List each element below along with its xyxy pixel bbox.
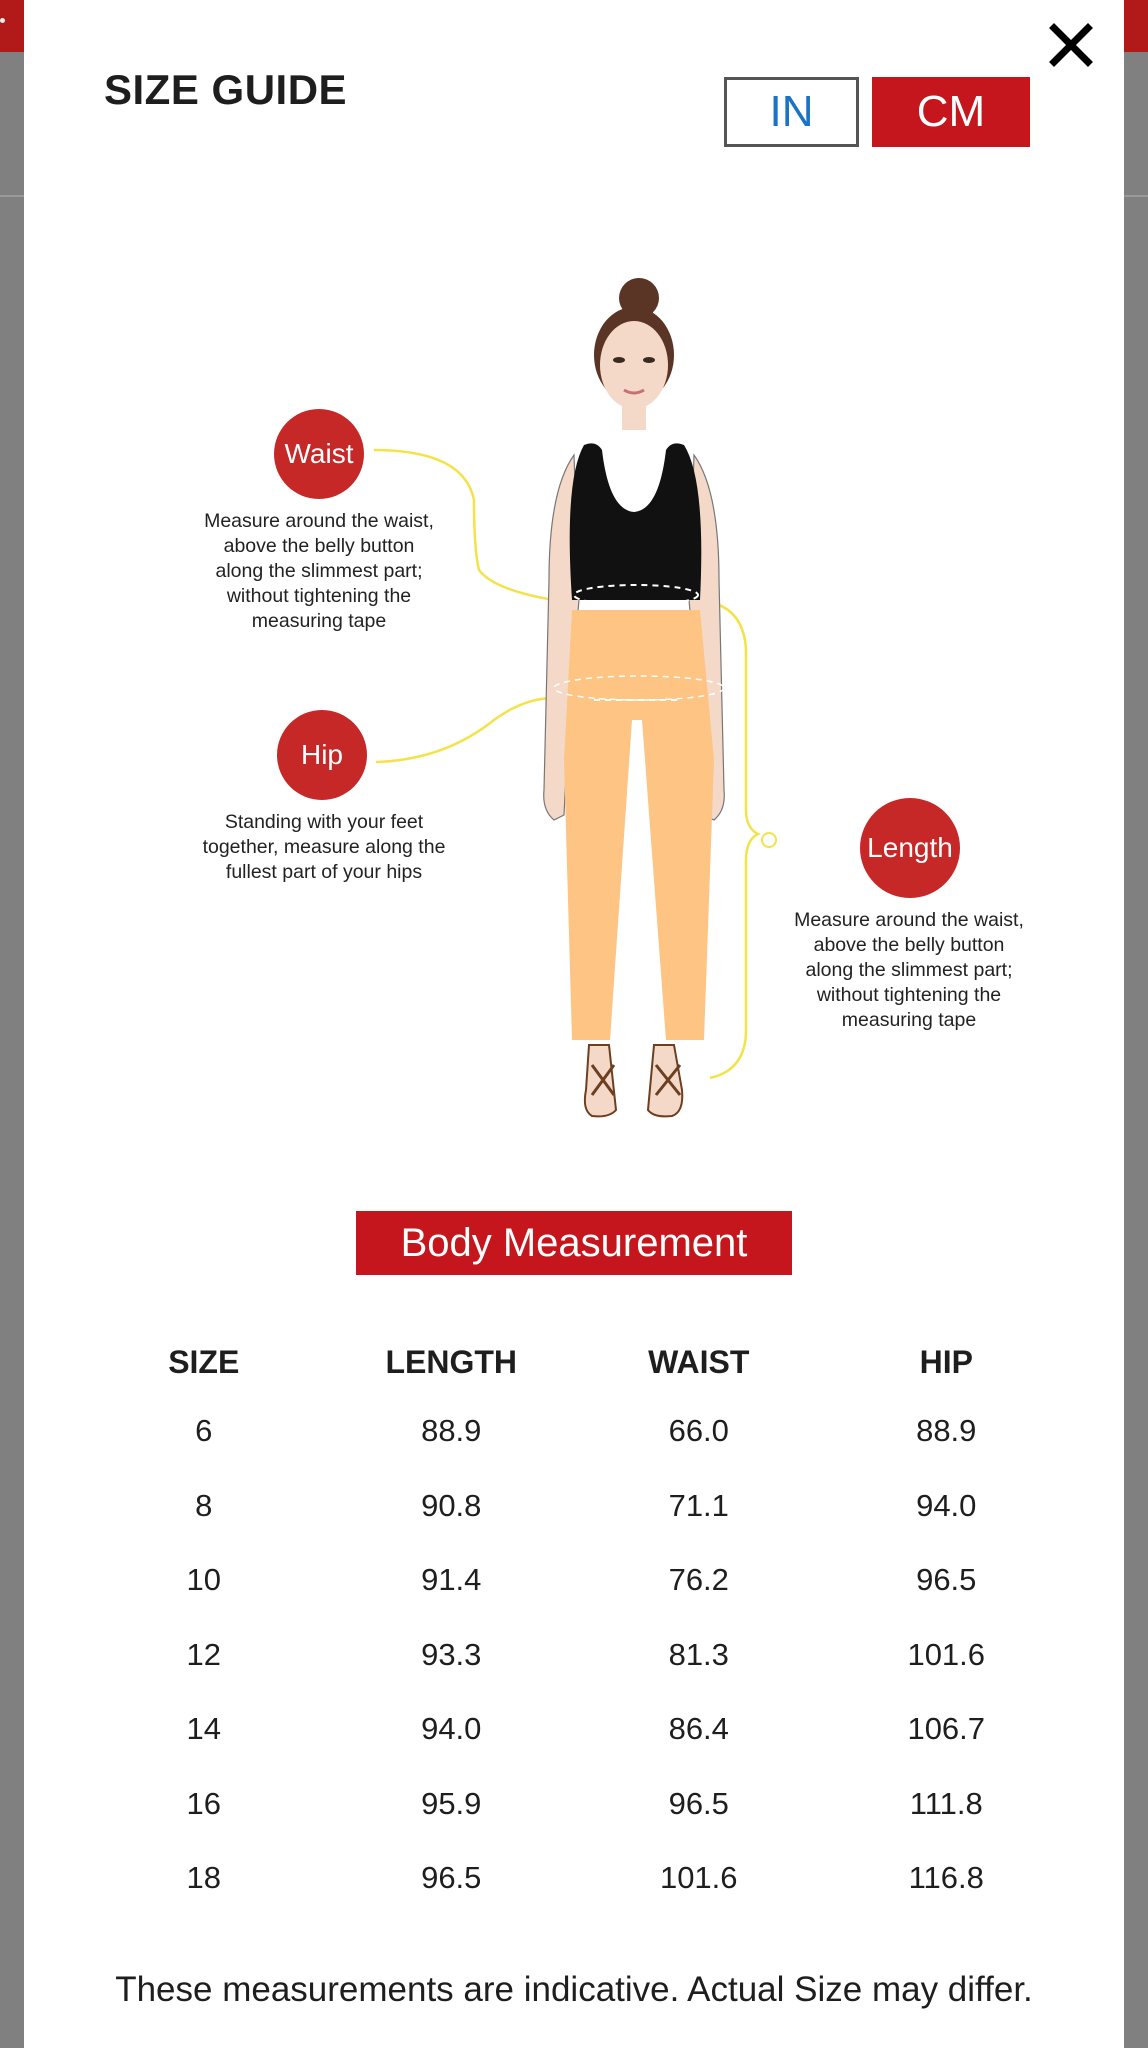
- header-dot: [0, 18, 5, 23]
- table-row: [80, 1618, 1070, 1693]
- close-icon[interactable]: [1044, 18, 1098, 72]
- hip-description: Standing with your feet together, measure along the fullest part of your hips: [202, 811, 446, 883]
- table-row: [80, 1692, 1070, 1767]
- size-cell: 18: [186, 1860, 221, 1896]
- hip-cell: 94.0: [916, 1487, 977, 1523]
- waist-column-header: WAIST: [648, 1343, 750, 1380]
- waist-cell: 86.4: [668, 1711, 729, 1747]
- table-row: [80, 1394, 1070, 1469]
- body-measurement-heading: Body Measurement: [356, 1211, 792, 1275]
- length-cell: 93.3: [421, 1636, 482, 1672]
- length-cell: 88.9: [421, 1413, 482, 1449]
- length-badge: [860, 798, 960, 898]
- size-cell: 10: [186, 1562, 221, 1598]
- unit-in-button[interactable]: IN: [724, 77, 859, 147]
- hip-cell: 106.7: [907, 1711, 986, 1747]
- hip-cell: 111.8: [909, 1785, 983, 1821]
- size-column-header: SIZE: [168, 1343, 240, 1380]
- waist-cell: 71.1: [668, 1487, 729, 1523]
- waist-cell: 96.5: [668, 1785, 729, 1821]
- waist-badge: [274, 409, 364, 499]
- table-header-row: [80, 1330, 1070, 1394]
- size-table: [80, 1330, 1070, 1916]
- table-row: [80, 1543, 1070, 1618]
- size-cell: 16: [186, 1785, 221, 1821]
- size-cell: 8: [195, 1487, 213, 1523]
- modal-title: SIZE GUIDE: [104, 66, 348, 113]
- length-cell: 96.5: [421, 1860, 482, 1896]
- size-cell: 14: [186, 1711, 221, 1747]
- size-cell: 12: [186, 1636, 221, 1672]
- hip-label: Hip: [300, 739, 343, 770]
- length-cell: 94.0: [421, 1711, 482, 1747]
- hip-column-header: HIP: [919, 1343, 973, 1380]
- length-cell: 90.8: [421, 1487, 482, 1523]
- table-row: [80, 1841, 1070, 1916]
- length-label: Length: [867, 832, 953, 863]
- table-row: [80, 1469, 1070, 1544]
- hip-cell: 101.6: [907, 1636, 986, 1672]
- length-column-header: LENGTH: [385, 1343, 518, 1380]
- length-cell: 95.9: [421, 1785, 482, 1821]
- waist-cell: 66.0: [668, 1413, 729, 1449]
- hip-cell: 88.9: [916, 1413, 977, 1449]
- length-cell: 91.4: [421, 1562, 482, 1598]
- table-row: [80, 1767, 1070, 1842]
- disclaimer-note: These measurements are indicative. Actual Size may differ.: [115, 1970, 1033, 2009]
- waist-cell: 81.3: [668, 1636, 729, 1672]
- size-cell: 6: [195, 1413, 213, 1449]
- hip-cell: 116.8: [908, 1860, 984, 1896]
- waist-cell: 101.6: [659, 1860, 738, 1896]
- waist-cell: 76.2: [668, 1562, 729, 1598]
- hip-badge: [277, 710, 367, 800]
- hip-cell: 96.5: [916, 1562, 977, 1598]
- waist-description: Measure around the waist, above the belly button along the slimmest part; without tightening the measuring tape: [204, 510, 434, 632]
- measurement-illustration: [24, 250, 1124, 1170]
- waist-label: Waist: [284, 438, 354, 469]
- length-description: Measure around the waist, above the belly button along the slimmest part; without tightening the measuring tape: [794, 909, 1024, 1031]
- unit-cm-button[interactable]: CM: [872, 77, 1030, 147]
- size-guide-modal: [24, 0, 1124, 2048]
